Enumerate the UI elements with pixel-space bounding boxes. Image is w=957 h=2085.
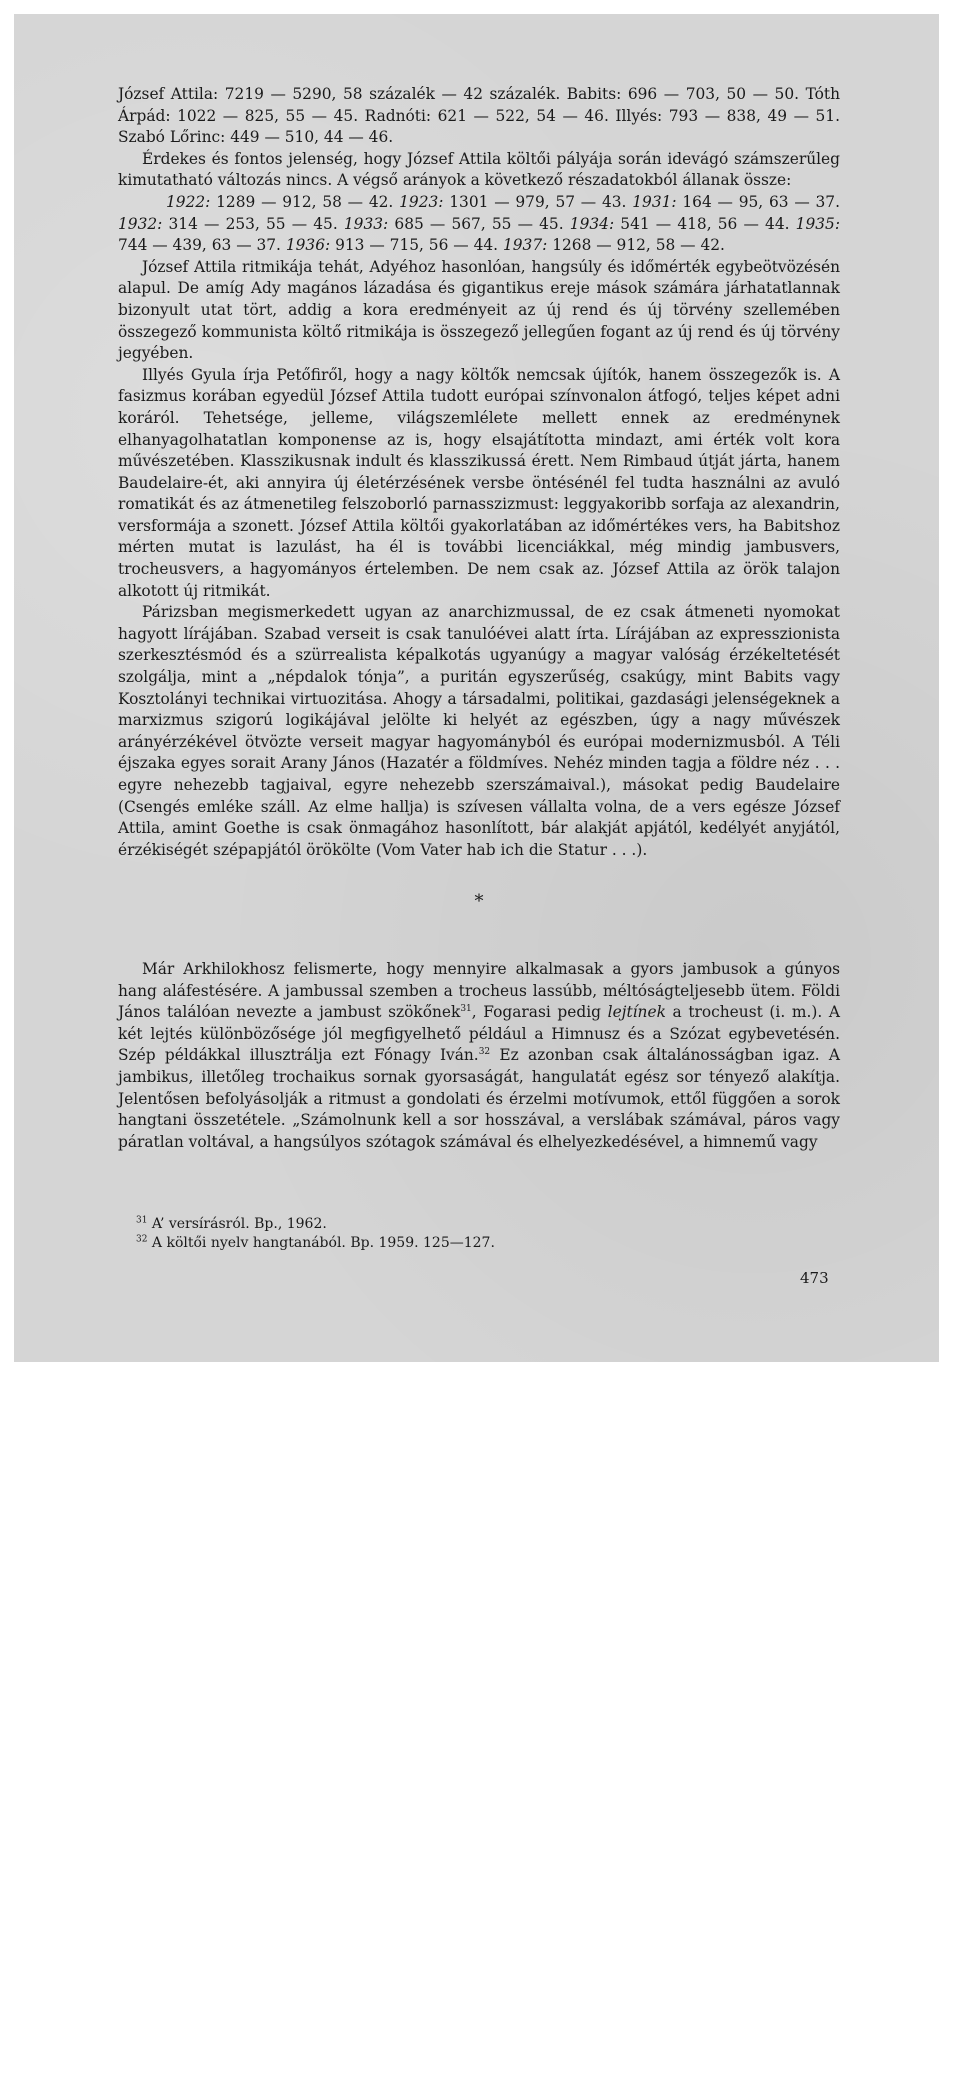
footnote-32	[118, 1234, 840, 1253]
year-values: 685 — 567, 55 — 45.	[388, 214, 570, 233]
year-values: 1301 — 979, 57 — 43.	[443, 192, 633, 211]
section-divider: *	[474, 891, 484, 913]
paragraph-paris: Párizsban megismerkedett ugyan az anarchizmussal, de ez csak átmeneti nyomokat hagyott lírájában. Szabad verseit is csak tanulóévei alatt írta. Lírájában az expresszionista szerkesztésmód és a szürrealista képalkotás ugyanúgy a magyar valóság érzékeltetését szolgálja, mint a „népdalok tónja”, a puritán egyszerűség, csakúgy, mint Babits vagy Kosztolányi technikai virtuozitása. Ahogy a társadalmi, politikai, gazdasági jelenségeknek a marxizmus szigorú logikájával jelölte ki helyét az egészben, úgy a nagy művészek arányérzékével ötvözte verseit magyar hagyományból és európai modernizmusból. A Téli éjszaka egyes sorait Arany János (Hazatér a földmíves. Nehéz minden tagja a földre néz . . . egyre nehezebb tagjaival, egyre nehezebb szerszámaival.), másokat pedig Baudelaire (Csengés emléke száll. Az elme hallja) is szívesen vállalta volna, de a vers egésze József Attila, amint Goethe is csak önmagához hasonlított, bár alakját apjától, kedélyét anyjától, érzékiségét szépapjától örökölte (Vom Vater hab ich die Statur . . .).	[118, 603, 840, 859]
year-label: 1931:	[632, 192, 677, 211]
footnote-ref[interactable]: 32	[478, 1047, 491, 1058]
year-label: 1937:	[502, 236, 548, 255]
year-label: 1932:	[118, 214, 163, 233]
footnotes	[118, 1215, 840, 1253]
year-values: 314 — 253, 55 — 45.	[162, 214, 344, 233]
year-values: 1268 — 912, 58 — 42.	[547, 236, 725, 255]
year-label: 1936:	[285, 236, 331, 255]
year-label: 1933:	[343, 214, 389, 233]
scanned-page	[14, 14, 939, 1362]
page-body	[118, 84, 840, 1253]
paragraph-arkhilokhosz	[118, 959, 840, 1153]
text-run: , Fogarasi pedig	[471, 1003, 608, 1022]
paragraph-change: Érdekes és fontos jelenség, hogy József Attila költői pályája során idevágó számszerűleg kimutatható változás nincs. A végső arányok a következő részadatokból állanak össze:	[118, 149, 840, 190]
year-label: 1935:	[795, 214, 841, 233]
paragraph-statistics: József Attila: 7219 — 5290, 58 százalék — 42 százalék. Babits: 696 — 703, 50 — 50. Tóth Árpád: 1022 — 825, 55 — 45. Radnóti: 621 — 522, 54 — 46. Illyés: 793 — 838, 49 — 51. Szabó Lőrinc: 449 — 510, 44 — 46.	[118, 85, 840, 147]
year-label: 1923:	[399, 192, 444, 211]
year-label: 1922:	[166, 192, 211, 211]
year-values: 541 — 418, 56 — 44.	[614, 214, 796, 233]
year-label: 1934:	[569, 214, 615, 233]
year-values: 744 — 439, 63 — 37.	[118, 236, 286, 255]
footnote-text: A költői nyelv hangtanából. Bp. 1959. 125—127.	[147, 1235, 495, 1252]
footnote-text: A’ versírásról. Bp., 1962.	[147, 1216, 327, 1233]
text-run-italic: lejtínek	[607, 1003, 666, 1022]
text-run: Már Arkhilokhosz felismerte, hogy mennyire alkalmasak a gyors jambusok a gúnyos hang aláfestésére. A jambussal szemben a trocheus lassúbb, méltóságteljesebb ütem. Földi János találóan nevezte a jambust szökőnek	[118, 959, 840, 1022]
paragraph-yearly-data	[118, 192, 840, 257]
year-values: 1289 — 912, 58 — 42.	[210, 192, 400, 211]
paragraph-rhythm: József Attila ritmikája tehát, Adyéhoz hasonlóan, hangsúly és időmérték egybeötvözésén alapul. De amíg Ady magános lázadása és gigantikus ereje mások számára járhatatlannak bizonyult utat tört, addig a kora eredményeit az új rend és új törvény szellemében összegező kommunista költő ritmikája is összegező jellegűen fogant az új rend és új törvény jegyében.	[118, 257, 840, 363]
text-run: Ez azonban csak általánosságban igaz. A jambikus, illetőleg trochaikus sornak gyorsaságát, hangulatát egész sor tényező alakítja. Jelentősen befolyásolják a ritmust a gondolati és érzelmi motívumok, ettől függően a sorok hangtani összetétele. „Számolnunk kell a sor hosszával, a verslábak számával, páros vagy páratlan voltával, a hangsúlyos szótagok számával és elhelyezkedésével, a himnemű vagy	[118, 1046, 840, 1151]
footnote-ref[interactable]: 31	[460, 1004, 472, 1015]
footnote-31	[118, 1215, 840, 1234]
year-values: 913 — 715, 56 — 44.	[330, 236, 503, 255]
page-number: 473	[800, 1269, 829, 1287]
paragraph-illyes: Illyés Gyula írja Petőfiről, hogy a nagy költők nemcsak újítók, hanem összegezők is. A fasizmus korában egyedül József Attila tudott európai színvonalon átfogó, teljes képet adni koráról. Tehetsége, jelleme, világszemlélete mellett ennek az eredménynek elhanyagolhatatlan komponense az is, hogy elsajátította mindazt, ami érték volt kora művészetében. Klasszikusnak indult és klasszikussá érett. Nem Rimbaud útját járta, hanem Baudelaire-ét, aki annyira új életérzésének versbe öntésénél fel tudta használni az avuló romatikát és az átmenetileg felszoborló parnasszizmust: leggyakoribb sorfaja az alexandrin, versformája a szonett. József Attila költői gyakorlatában az időmértékes vers, ha Babitshoz mérten mutat is lazulást, ha él is további licenciákkal, még mindig jambusvers, trocheusvers, a hagyományos értelemben. De nem csak az. József Attila az örök talajon alkotott új ritmikát.	[118, 365, 840, 600]
year-values: 164 — 95, 63 — 37.	[676, 192, 840, 211]
text-run: a trocheust (i. m.). A két lejtés különbözősége jól megfigyelhető például a Himnusz és a Szózat egybevetésén. Szép példákkal illusztrálja ezt Fónagy Iván.	[118, 1003, 840, 1065]
footnote-mark: 31	[136, 1215, 148, 1226]
footnote-mark: 32	[136, 1234, 148, 1245]
